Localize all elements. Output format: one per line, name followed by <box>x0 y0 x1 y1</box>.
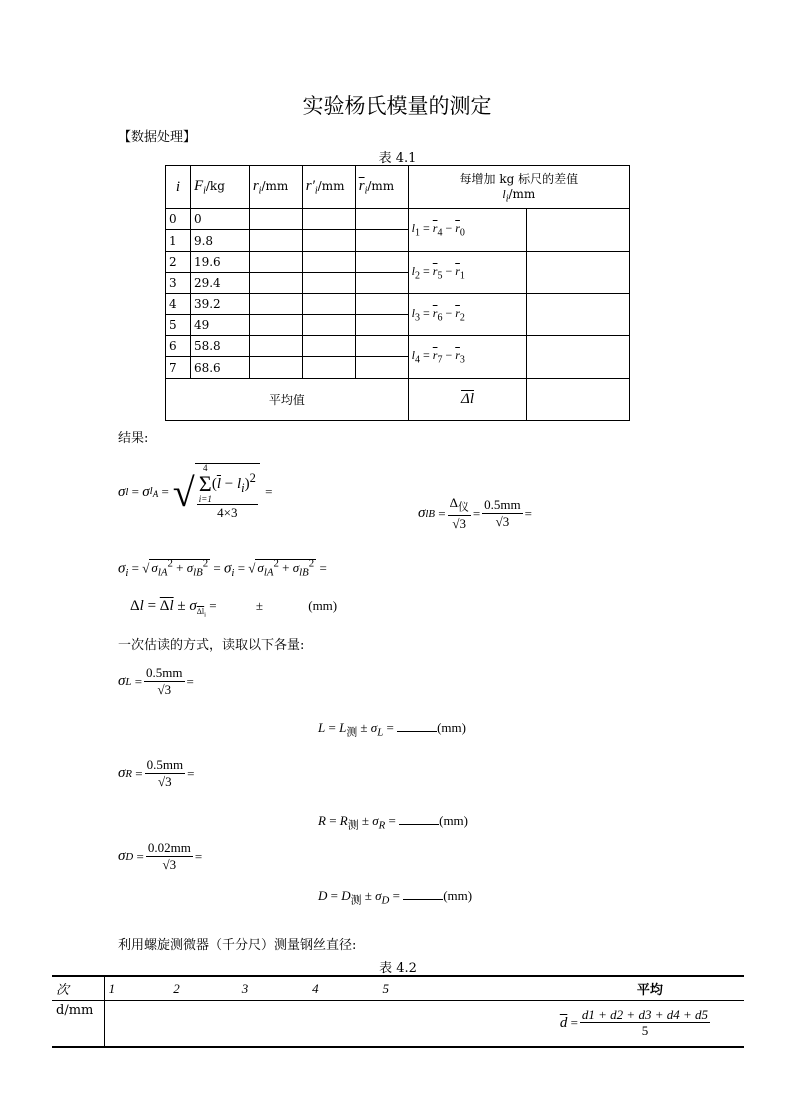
row-5-force: 49 <box>190 315 249 336</box>
row-4-r-prime <box>302 293 355 314</box>
results-label: 结果: <box>118 431 149 446</box>
row-7-r-bar <box>355 357 408 378</box>
formula-delta-l: $\Delta l = \Delta l \pm \sigma_{\overline{\Delta l}_i}$ = ± (mm) <box>130 598 338 619</box>
row-2-i: 2 <box>166 251 191 272</box>
diff-value-2 <box>527 251 630 293</box>
table-4-1 <box>165 165 630 421</box>
row-label-d: d/mm <box>52 1001 104 1047</box>
header-diff: 每增加 kg 标尺的差值 $l_i/mm$ <box>408 166 629 209</box>
formula-sigma-D: σ D = $\frac{0.02mm}{√3}$ = <box>118 840 203 872</box>
row-6-i: 6 <box>166 336 191 357</box>
row-4-r <box>249 293 302 314</box>
header-r-bar: $\overline{r}_i/mm$ <box>355 166 408 209</box>
row-1-r-prime <box>302 230 355 251</box>
table-4-2-caption: 表 4.2 <box>379 961 417 976</box>
row-7-r <box>249 357 302 378</box>
diff-value-3 <box>527 293 630 335</box>
row-6-r-prime <box>302 336 355 357</box>
row-3-i: 3 <box>166 272 191 293</box>
diff-formula-1: $l_1 = \overline{r}_4 - \overline{r}_0$ <box>408 209 527 251</box>
result-D: $D = D_测 \pm \sigma_D = (mm)$ <box>318 888 473 907</box>
table-4-1-caption: 表 4.1 <box>378 151 417 166</box>
row-0-r-prime <box>302 209 355 230</box>
head-1: 1 <box>108 980 116 996</box>
diff-formula-2: $l_2 = \overline{r}_5 - \overline{r}_1$ <box>408 251 527 293</box>
table-4-2 <box>52 975 744 1048</box>
row-3-r-prime <box>302 272 355 293</box>
average-label: 平均值 <box>166 378 409 420</box>
row-5-i: 5 <box>166 315 191 336</box>
row-7-r-prime <box>302 357 355 378</box>
row-6-r-bar <box>355 336 408 357</box>
header-r-prime: $r'_i/mm$ <box>302 166 355 209</box>
row-0-force: 0 <box>190 209 249 230</box>
row-6-r <box>249 336 302 357</box>
row-0-r <box>249 209 302 230</box>
formula-sigma-L: σ L = $\frac{0.5mm}{√3}$ = <box>118 665 194 697</box>
formula-sigma-lb: σ lB = $\frac{\Delta_仪}{√3}$ = $\frac{0.5mm}{√3}$ = <box>418 495 532 531</box>
diff-formula-4: $l_4 = \overline{r}_7 - \overline{r}_3$ <box>408 336 527 378</box>
row-2-r-bar <box>355 251 408 272</box>
row-1-force: 9.8 <box>190 230 249 251</box>
row-4-force: 39.2 <box>190 293 249 314</box>
header-force: $F_i/kg$ <box>190 166 249 209</box>
diff-value-4 <box>527 336 630 378</box>
micrometer-text: 利用螺旋测微器（千分尺）测量钢丝直径: <box>118 938 357 953</box>
header-i: i <box>166 166 191 209</box>
result-R: $R = R_测 \pm \sigma_R = (mm)$ <box>318 813 468 832</box>
header-r: $r_i/mm$ <box>249 166 302 209</box>
row-1-r-bar <box>355 230 408 251</box>
formula-sigma-l-a: σ l = σ $l_A$ = √ 4 Σ i=1 $(\overline{l} - l_i)^2$ 4×3 = <box>118 462 273 520</box>
page-title: 实验杨氏模量的测定 <box>302 94 492 118</box>
row-3-force: 29.4 <box>190 272 249 293</box>
row-6-force: 58.8 <box>190 336 249 357</box>
row-5-r-bar <box>355 315 408 336</box>
average-value <box>527 378 630 420</box>
row-4-r-bar <box>355 293 408 314</box>
average-formula: $\overline{d}$ = $\frac{d1 + d2 + d3 + d4 + d5}{5}$ <box>559 1006 708 1039</box>
row-1-i: 1 <box>166 230 191 251</box>
section-heading: 【数据处理】 <box>118 130 197 145</box>
row-4-i: 4 <box>166 293 191 314</box>
head-4: 4 <box>312 980 319 996</box>
row-1-r <box>249 230 302 251</box>
estimate-text: 一次估读的方式，读取以下各量: <box>118 638 305 653</box>
diff-value-1 <box>527 209 630 251</box>
head-2: 2 <box>173 980 180 996</box>
formula-sigma-i: $\sigma_i$ = √ $\sigma_{lA}^2 + \sigma_{lB}^2 = \sigma_i$ = √ $\sigma_{lA}^2 + \sigma_{lB}^2$ = <box>118 558 327 579</box>
row-7-i: 7 <box>166 357 191 378</box>
head-average: 平均 <box>636 983 663 998</box>
head-5: 5 <box>382 980 389 996</box>
row-7-force: 68.6 <box>190 357 249 378</box>
row-5-r <box>249 315 302 336</box>
row-5-r-prime <box>302 315 355 336</box>
head-3: 3 <box>241 980 249 996</box>
row-3-r <box>249 272 302 293</box>
head-count: 次 <box>52 976 104 1001</box>
average-symbol: $\overline{\Delta l}$ <box>408 378 527 420</box>
row-0-r-bar <box>355 209 408 230</box>
row-2-r-prime <box>302 251 355 272</box>
row-2-force: 19.6 <box>190 251 249 272</box>
row-3-r-bar <box>355 272 408 293</box>
row-0-i: 0 <box>166 209 191 230</box>
formula-sigma-R: σ R = $\frac{0.5mm}{√3}$ = <box>118 757 195 789</box>
row-2-r <box>249 251 302 272</box>
result-L: $L = L_测 \pm \sigma_L = (mm)$ <box>318 720 466 739</box>
diff-formula-3: $l_3 = \overline{r}_6 - \overline{r}_2$ <box>408 293 527 335</box>
